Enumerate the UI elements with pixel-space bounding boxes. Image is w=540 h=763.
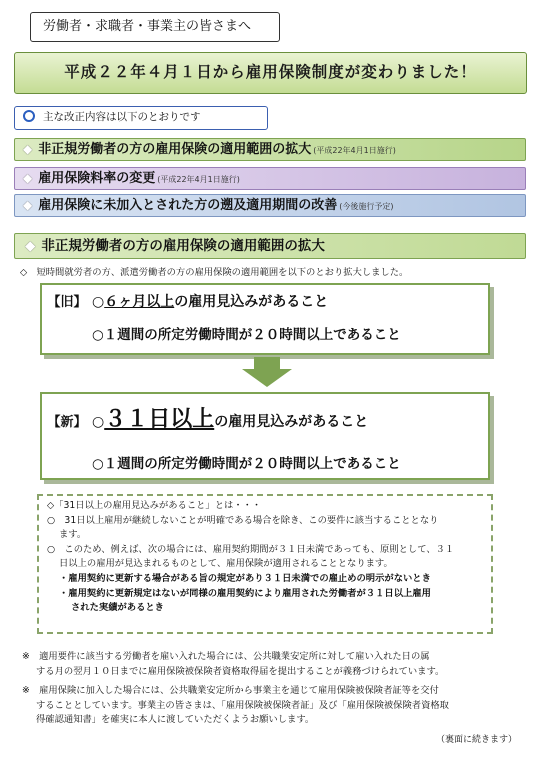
diamond-icon: ◆ — [23, 171, 33, 185]
change-text: 雇用保険に未加入とされた方の遡及適用期間の改善 — [38, 198, 338, 213]
note-2-cont: することとしています。事業主の皆さまは、「雇用保険被保険者証」及び「雇用保険被保険者資格取 — [36, 699, 449, 711]
change-note: (平成22年4月1日施行) — [157, 175, 240, 184]
change-item-coverage — [14, 138, 526, 161]
change-item-retroactive — [14, 194, 526, 217]
down-arrow-icon — [242, 357, 292, 387]
change-text: 非正規労働者の方の雇用保険の適用範囲の拡大 — [38, 142, 312, 157]
diamond-icon: ◆ — [25, 238, 36, 254]
diamond-icon: ◆ — [23, 198, 33, 212]
new-line1 — [42, 402, 368, 433]
section-heading — [14, 233, 526, 259]
summary-text: 主な改正内容は以下のとおりです — [43, 111, 201, 123]
note-1-line: ※ 適用要件に該当する労働者を雇い入れた場合には、公共職業安定所に対して雇い入れた日の属 — [22, 651, 430, 662]
new-line2: ○１週間の所定労働時間が２０時間以上であること — [92, 456, 401, 472]
summary-label — [14, 106, 268, 130]
detail-box — [37, 494, 493, 634]
detail-heading: ◇「31日以上の雇用見込みがあること」とは・・・ — [47, 500, 262, 511]
old-emphasis: ６ヶ月以上 — [104, 294, 175, 310]
detail-bullet-1: ・雇用契約に更新する場合がある旨の規定があり３１日未満での雇止めの明示がないとき — [59, 572, 431, 584]
circle-icon — [23, 110, 35, 122]
change-note: (今後施行予定) — [339, 202, 394, 211]
old-requirement-box — [40, 283, 490, 355]
old-bullet: ○ — [92, 294, 105, 310]
old-line2: ○１週間の所定労働時間が２０時間以上であること — [92, 327, 401, 343]
detail-bullet-2: ・雇用契約に更新規定はないが同様の雇用契約により雇用された労働者が３１日以上雇用 — [59, 587, 431, 599]
change-text: 雇用保険料率の変更 — [38, 171, 156, 186]
old-tag: 【旧】 — [47, 295, 87, 310]
new-emphasis: ３１日以上 — [104, 407, 215, 432]
note-1 — [22, 650, 527, 679]
detail-p2-cont: 日以上の雇用が見込まれるものとして、雇用保険が適用されることとなります。 — [59, 558, 393, 570]
old-rest: の雇用見込みがあること — [174, 294, 329, 310]
new-rest: の雇用見込みがあること — [214, 414, 369, 430]
note-2-cont2: 得確認通知書」を確実に本人に渡していただくようお願いします。 — [36, 714, 315, 726]
change-item-rate — [14, 167, 526, 190]
note-1-cont: する月の翌月１０日までに雇用保険被保険者資格取得届を提出することが義務づけられています。 — [36, 665, 445, 677]
detail-p1: ○ 31日以上雇用が継続しないことが明確である場合を除き、この要件に該当することとなり — [47, 514, 439, 526]
audience-label: 労働者・求職者・事業主の皆さまへ — [30, 12, 280, 42]
page-title: 平成２２年４月１日から雇用保険制度が変わりました！ — [14, 52, 527, 94]
detail-bullet-2-cont: された実績があるとき — [71, 602, 164, 614]
new-requirement-box — [40, 392, 490, 480]
new-bullet: ○ — [92, 414, 105, 430]
new-tag: 【新】 — [47, 415, 87, 430]
note-2-line: ※ 雇用保険に加入した場合には、公共職業安定所から事業主を通じて雇用保険被保険者証等を交付 — [22, 685, 439, 697]
diamond-icon: ◆ — [23, 142, 33, 156]
old-line1 — [42, 291, 328, 311]
detail-p1-cont: ます。 — [59, 529, 87, 541]
continued-note: （裏面に続きます） — [436, 735, 518, 745]
change-note: (平成22年4月1日施行) — [313, 146, 396, 155]
notes-block — [22, 650, 527, 733]
section-title: 非正規労働者の方の雇用保険の適用範囲の拡大 — [41, 238, 325, 254]
intro-text: ◇ 短時間就労者の方、派遣労働者の方の雇用保険の適用範囲を以下のとおり拡大しました。 — [20, 267, 409, 278]
detail-p2: ○ このため、例えば、次の場合には、雇用契約期間が３１日未満であっても、原則として、３１ — [47, 543, 455, 555]
note-2 — [22, 684, 527, 728]
